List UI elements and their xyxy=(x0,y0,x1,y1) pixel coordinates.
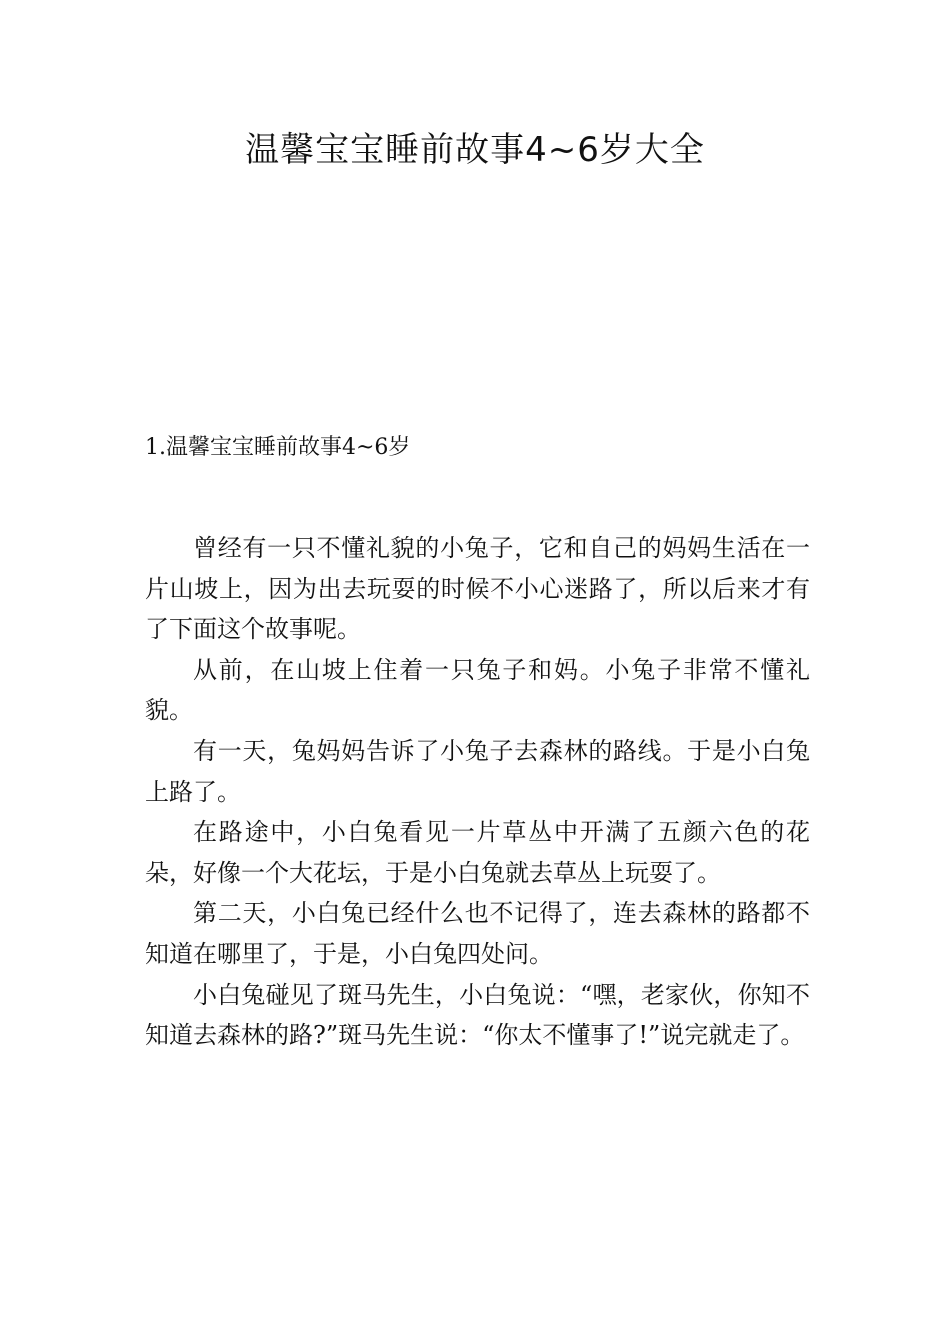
section-heading: 1.温馨宝宝睡前故事4~6岁 xyxy=(145,435,411,460)
paragraph: 小白兔碰见了斑马先生，小白兔说：“嘿，老家伙，你知不知道去森林的路?”斑马先生说：“你太不懂事了!”说完就走了。 xyxy=(145,980,810,1050)
paragraph: 有一天，兔妈妈告诉了小兔子去森林的路线。于是小白兔上路了。 xyxy=(145,736,810,806)
paragraph: 第二天，小白兔已经什么也不记得了，连去森林的路都不知道在哪里了，于是，小白兔四处问。 xyxy=(145,899,810,968)
paragraph: 曾经有一只不懂礼貌的小兔子，它和自己的妈妈生活在一片山坡上，因为出去玩耍的时候不小心迷路了，所以后来才有了下面这个故事呢。 xyxy=(145,534,810,644)
paragraph: 在路途中，小白兔看见一片草丛中开满了五颜六色的花朵，好像一个大花坛，于是小白兔就去草丛上玩耍了。 xyxy=(145,818,810,887)
story-body xyxy=(145,528,810,1056)
document-title: 温馨宝宝睡前故事4~6岁大全 xyxy=(245,130,705,170)
paragraph: 从前，在山坡上住着一只兔子和妈。小兔子非常不懂礼貌。 xyxy=(145,655,810,725)
